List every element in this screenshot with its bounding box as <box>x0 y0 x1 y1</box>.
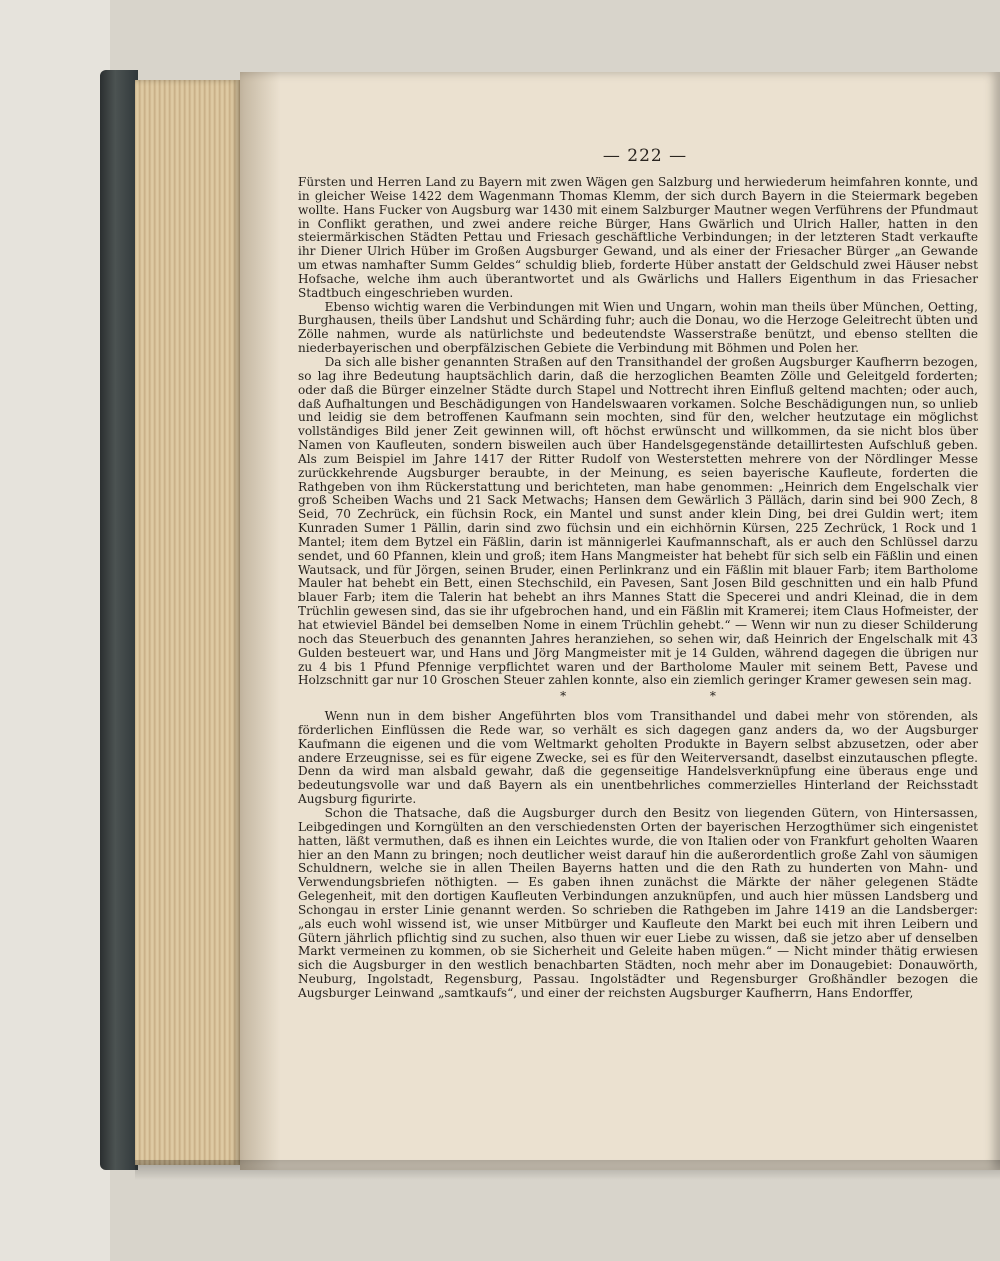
page-edges <box>135 80 240 1165</box>
book-cover-edge <box>100 70 138 1170</box>
paragraph: Wenn nun in dem bisher Angeführten blos vom Transithandel und dabei mehr von störenden, als förderlichen Einflüssen die Rede war, so verhält es sich dagegen ganz anders da, wo der Augsburger Kaufmann die eigenen und die vom Weltmarkt geholten Produkte in Bayern selbst abzusetzen, oder aber andere Erzeugnisse, sei es für eigene Zwecke, sei es für den Weiterversandt, daselbst einzutauschen pflegte. Denn da wird man alsbald gewahr, daß die gegenseitige Handelsverknüpfung eine überaus enge und bedeutungsvolle war und daß Bayern als ein unentbehrliches commerzielles Hinterland der Reichsstadt Augsburg figurirte. <box>298 709 978 807</box>
section-separator <box>298 690 978 704</box>
bottom-shadow <box>135 1160 1000 1180</box>
paragraph: Ebenso wichtig waren die Verbindungen mit Wien und Ungarn, wohin man theils über München, Oetting, Burghausen, theils über Landshut und Schärding fuhr; auch die Donau, wo die Herzoge Geleitrecht übten und Zölle nahmen, wurde als natürlichste und bedeutendste Wasserstraße benützt, und ebenso stellten die niederbayerischen und oberpfälzischen Gebiete die Verbindung mit Böhmen und Polen her. <box>298 299 978 356</box>
separator-star: * <box>709 689 716 704</box>
backdrop <box>0 0 110 1261</box>
separator-star: * <box>560 689 567 704</box>
gutter-shade <box>240 72 280 1170</box>
page-text <box>298 176 978 1001</box>
paragraph: Schon die Thatsache, daß die Augsburger durch den Besitz von liegenden Gütern, von Hintersassen, Leibgedingen und Korngülten an den verschiedensten Orten der bayerischen Herzogthümer sich eingenistet hatten, läßt vermuthen, daß es ihnen ein Leichtes wurde, die von Italien oder von Frankfurt geholten Waaren hier an den Mann zu bringen; noch deutlicher weist darauf hin die außerordentlich große Zahl von säumigen Schuldnern, welche sie in allen Theilen Bayerns hatten und die den Rath zu hunderten von Mahn- und Verwendungsbriefen nöthigten. — Es gaben ihnen zunächst die Märkte der näher gelegenen Städte Gelegenheit, mit den dortigen Kaufleuten Verbindungen anzuknüpfen, und auch hier müssen Landsberg und Schongau in erster Linie genannt werden. So schrieben die Rathgeben im Jahre 1419 an die Landsberger: „als euch wohl wissend ist, wie unser Mitbürger und Kaufleute den Markt bei euch mit ihren Leibern und Gütern jährlich pflichtig sind zu suchen, also thuen wir euer Liebe zu wissen, daß sie jetzo aber uf denselben Markt vermeinen zu kommen, ob sie Sicherheit und Geleite haben mügen.“ — Nicht minder thätig erwiesen sich die Augsburger in den westlich benachbarten Städten, noch mehr aber im Donaugebiet: Donauwörth, Neuburg, Ingolstadt, Regensburg, Passau. Ingolstädter und Regensburger Großhändler bezogen die Augsburger Leinwand „samtkaufs“, und einer der reichsten Augsburger Kaufherrn, Hans Endorffer, <box>298 805 978 1000</box>
book-page <box>240 72 1000 1170</box>
paragraph: Fürsten und Herren Land zu Bayern mit zwen Wägen gen Salzburg und herwiederum heimfahren konnte, und in gleicher Weise 1422 dem Wagenmann Thomas Klemm, der sich durch Bayern in die Steiermark begeben wollte. Hans Fucker von Augsburg war 1430 mit einem Salzburger Mautner wegen Verführens der Pfundmaut in Conflikt gerathen, und zwei andere reiche Bürger, Hans Gwärlich und Ulrich Haller, hatten in den steiermärkischen Städten Pettau und Friesach geschäftliche Verbindungen; in der letzteren Stadt verkaufte ihr Diener Ulrich Hüber im Großen Augsburger Gewand, und als einer der Friesacher Bürger „an Gewande um etwas namhafter Summ Geldes“ schuldig blieb, forderte Hüber anstatt der Geldschuld zwei Häuser nebst Hofsache, welche ihm auch überantwortet und als Gwärlichs und Hallers Eigenthum in das Friesacher Stadtbuch eingeschrieben wurden. <box>298 175 978 300</box>
page-number: — 222 — <box>602 146 688 166</box>
paragraph: Da sich alle bisher genannten Straßen auf den Transithandel der großen Augsburger Kaufherrn bezogen, so lag ihre Bedeutung hauptsächlich darin, daß die herzoglichen Beamten Zölle und Geleitgeld forderten; oder daß die Bürger einzelner Städte durch Stapel und Nottrecht ihren Einfluß geltend machten; oder auch, daß Aufhaltungen und Beschädigungen von Handelswaaren vorkamen. Solche Beschädigungen nun, so unlieb und leidig sie dem betroffenen Kaufmann sein mochten, sind für den, welcher heutzutage ein möglichst vollständiges Bild jener Zeit gewinnen will, oft höchst erwünscht und willkommen, da sie nicht blos über Namen von Kaufleuten, sondern bisweilen auch über Handelsgegenstände detaillirtesten Aufschluß geben. Als zum Beispiel im Jahre 1417 der Ritter Rudolf von Westerstetten mehrere von der Nördlinger Messe zurückkehrende Augsburger beraubte, in der Meinung, es seien bayerische Kaufleute, forderten die Rathgeben von ihm Rückerstattung und berichteten, man habe genommen: „Heinrich dem Engelschalk vier groß Scheiben Wachs und 21 Sack Metwachs; Hansen dem Gewärlich 3 Pälläch, darin sind bei 900 Zech, 8 Seid, 70 Zechrück, ein füchsin Rock, ein Mantel und sunst ander klein Ding, bei drei Guldin wert; item Kunraden Sumer 1 Pällin, darin sind zwo füchsin und ein eichhörnin Kürsen, 225 Zechrück, 1 Rock und 1 Mantel; item dem Bytzel ein Fäßlin, darin ist männigerlei Kaufmannschaft, als er auch den Schlüssel darzu sendet, und 60 Pfannen, klein und groß; item Hans Mangmeister hat behebt für sich selb ein Fäßlin und einen Wautsack, und für Jörgen, seinen Bruder, einen Perlinkranz und ein Fäßlin mit blauer Farb; item Bartholome Mauler hat behebt ein Bett, einen Stechschild, ein Pavesen, Sant Josen Bild geschnitten und ein halb Pfund blauer Farb; item die Talerin hat behebt an ihrs Mannes Statt die Specerei und andri Kleinad, die in dem Trüchlin gewesen sind, das sie ihr ufgebrochen hand, und ein Fäßlin mit Kramerei; item Claus Hofmeister, der hat etwieviel Bändel bei demselben Nome in einem Trüchlin gehebt.“ — Wenn wir nun zu dieser Schilderung noch das Steuerbuch des genannten Jahres heranziehen, so sehen wir, daß Heinrich der Engelschalk mit 43 Gulden besteuert war, und Hans und Jörg Mangmeister mit je 14 Gulden, während dagegen die übrigen nur zu 4 bis 1 Pfund Pfennige verpflichtet waren und der Bartholome Mauler mit seinem Bett, Pavese und Holzschnitt gar nur 10 Groschen Steuer zahlen konnte, also ein ziemlich geringer Kramer gewesen sein mag. <box>298 354 978 688</box>
